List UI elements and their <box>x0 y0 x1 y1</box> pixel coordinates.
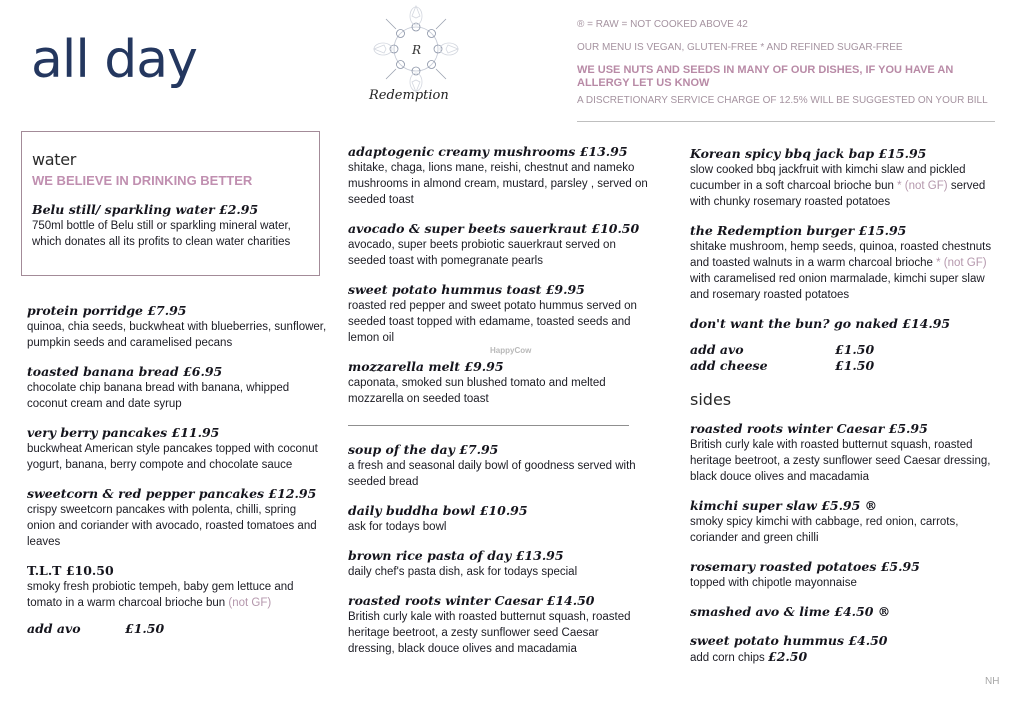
addon-row <box>690 358 1000 374</box>
menu-item <box>27 303 327 351</box>
menu-item-name: protein porridge £7.95 <box>27 303 187 318</box>
menu-item <box>348 359 648 407</box>
naked-option: don't want the bun? go naked £14.95 <box>690 316 951 331</box>
menu-item-desc: crispy sweetcorn pancakes with polenta, chilli, spring onion and coriander with avocado, roasted tomatoes and leaves <box>27 504 317 548</box>
menu-item <box>27 486 327 550</box>
menu-item-name: sweetcorn & red pepper pancakes £12.95 <box>27 486 317 501</box>
menu-item-name: toasted banana bread £6.95 <box>27 364 223 379</box>
addon-price: £1.50 <box>125 621 165 636</box>
initials-mark: NH <box>985 676 1000 687</box>
menu-item <box>690 633 1000 666</box>
vegan-note: OUR MENU IS VEGAN, GLUTEN-FREE * AND REFINED SUGAR-FREE <box>577 42 903 53</box>
menu-item-desc: quinoa, chia seeds, buckwheat with blueberries, sunflower, pumpkin seeds and caramelised pecans <box>27 321 327 349</box>
logo-monogram: R <box>412 43 422 57</box>
menu-item-desc: smoky spicy kimchi with cabbage, red onion, carrots, coriander and green chilli <box>690 516 959 544</box>
addon-label: add avo <box>690 342 744 357</box>
addon-price: £1.50 <box>835 342 875 357</box>
menu-item <box>27 425 327 473</box>
menu-item-name: the Redemption burger £15.95 <box>690 223 907 238</box>
menu-item-desc: daily chef's pasta dish, ask for todays special <box>348 566 578 578</box>
menu-notes <box>577 18 997 117</box>
menu-column-1 <box>27 303 327 637</box>
menu-item <box>27 364 327 412</box>
addon-row <box>690 342 1000 358</box>
menu-item <box>348 442 648 490</box>
menu-item <box>690 421 1000 485</box>
allergy-note: WE USE NUTS AND SEEDS IN MANY OF OUR DISHES, IF YOU HAVE AN ALLERGY LET US KNOW <box>577 64 954 89</box>
menu-item-name: roasted roots winter Caesar £5.95 <box>690 421 928 436</box>
header-divider <box>577 121 995 122</box>
menu-item-name: soup of the day £7.95 <box>348 442 499 457</box>
water-tagline: WE BELIEVE IN DRINKING BETTER <box>32 173 253 188</box>
menu-item-desc <box>690 162 1000 210</box>
menu-item-name: mozzarella melt £9.95 <box>348 359 504 374</box>
service-note: A DISCRETIONARY SERVICE CHARGE OF 12.5% WILL BE SUGGESTED ON YOUR BILL <box>577 95 988 106</box>
desc-text: add corn chips <box>690 652 765 664</box>
menu-item-name: avocado & super beets sauerkraut £10.50 <box>348 221 640 236</box>
menu-item-name: rosemary roasted potatoes £5.95 <box>690 559 920 574</box>
raw-legend: ® = RAW = NOT COOKED ABOVE 42 <box>577 19 748 30</box>
menu-item-name: roasted roots winter Caesar £14.50 <box>348 593 595 608</box>
menu-column-3 <box>690 146 1000 679</box>
not-gf-note: * (not GF) <box>897 180 948 192</box>
menu-item-desc: a fresh and seasonal daily bowl of goodness served with seeded bread <box>348 460 636 488</box>
menu-item-desc <box>690 239 1000 303</box>
menu-item-desc: 750ml bottle of Belu still or sparkling mineral water, which donates all its profits to clean water charities <box>32 220 291 248</box>
menu-item <box>348 548 648 580</box>
menu-item-name: daily buddha bowl £10.95 <box>348 503 528 518</box>
menu-item-desc: ask for todays bowl <box>348 521 447 533</box>
menu-item-desc: British curly kale with roasted butternut squash, roasted heritage beetroot, a zesty sunflower seed Caesar dressing, black douce olives and macadamia <box>348 611 631 655</box>
menu-item-name: sweet potato hummus £4.50 <box>690 633 888 648</box>
menu-item <box>348 282 648 346</box>
sides-section-title: sides <box>690 390 732 409</box>
menu-column-2 <box>348 144 648 670</box>
water-box <box>21 131 320 276</box>
menu-item <box>690 316 1000 332</box>
desc-text: smoky fresh probiotic tempeh, baby gem lettuce and tomato in a warm charcoal brioche bun <box>27 581 294 609</box>
not-gf-note: * (not GF) <box>936 257 987 269</box>
not-gf-note: (not GF) <box>228 597 272 609</box>
menu-item-desc: caponata, smoked sun blushed tomato and melted mozzarella on seeded toast <box>348 377 606 405</box>
desc-text: shitake mushroom, hemp seeds, quinoa, roasted chestnuts and toasted walnuts in a warm charcoal brioche <box>690 241 992 269</box>
menu-item-name: brown rice pasta of day £13.95 <box>348 548 564 563</box>
menu-item <box>690 223 1000 303</box>
menu-item <box>27 563 327 611</box>
menu-item <box>348 144 648 208</box>
menu-item <box>348 593 648 657</box>
menu-item-name: adaptogenic creamy mushrooms £13.95 <box>348 144 628 159</box>
menu-item-name: very berry pancakes £11.95 <box>27 425 220 440</box>
menu-item-desc: roasted red pepper and sweet potato hummus served on seeded toast topped with edamame, toasted seeds and lemon oil <box>348 300 637 344</box>
menu-item <box>690 498 1000 546</box>
page-title: all day <box>31 30 197 90</box>
addon-label: add avo <box>27 621 81 636</box>
addon-price: £1.50 <box>835 358 875 373</box>
menu-item-desc: chocolate chip banana bread with banana, whipped coconut cream and date syrup <box>27 382 290 410</box>
menu-item-name: Korean spicy bbq jack bap £15.95 <box>690 146 927 161</box>
menu-item-desc: British curly kale with roasted butternut squash, roasted heritage beetroot, a zesty sunflower seed Caesar dressing, black douce olives and macadamia <box>690 439 991 483</box>
menu-item <box>348 221 648 269</box>
menu-item-desc <box>690 649 1000 666</box>
menu-item <box>348 503 648 535</box>
menu-item-desc: topped with chipotle mayonnaise <box>690 577 857 589</box>
desc-text: with caramelised red onion marmalade, kimchi super slaw and rosemary roasted potatoes <box>690 273 985 301</box>
section-divider <box>348 425 629 426</box>
menu-item-desc <box>27 579 327 611</box>
menu-item-desc: buckwheat American style pancakes topped with coconut yogurt, banana, berry compote and chocolate sauce <box>27 443 318 471</box>
menu-item <box>690 604 1000 620</box>
logo-wordmark: Redemption <box>369 88 449 103</box>
water-section-title: water <box>32 150 77 169</box>
addon-row <box>27 621 327 637</box>
menu-item-desc: avocado, super beets probiotic sauerkraut served on seeded toast with pomegranate pearls <box>348 239 616 267</box>
menu-item-desc: shitake, chaga, lions mane, reishi, chestnut and nameko mushrooms in almond cream, mustard, parsley , served on seeded toast <box>348 162 648 206</box>
menu-item-name: sweet potato hummus toast £9.95 <box>348 282 585 297</box>
menu-item-name: smashed avo & lime £4.50 ® <box>690 604 891 619</box>
menu-item <box>690 559 1000 591</box>
menu-item-name: Belu still/ sparkling water £2.95 <box>32 202 259 217</box>
happycow-watermark: HappyCow <box>490 346 532 355</box>
addon-label: add cheese <box>690 358 768 373</box>
menu-item-name: kimchi super slaw £5.95 ® <box>690 498 878 513</box>
addon-price: £2.50 <box>768 649 808 664</box>
desc-text: served with chunky rosemary roasted potatoes <box>690 180 986 208</box>
desc-text: slow cooked bbq jackfruit with kimchi slaw and pickled cucumber in a soft charcoal brioche bun <box>690 164 966 192</box>
menu-item <box>690 146 1000 210</box>
menu-item-name: T.L.T £10.50 <box>27 563 114 578</box>
